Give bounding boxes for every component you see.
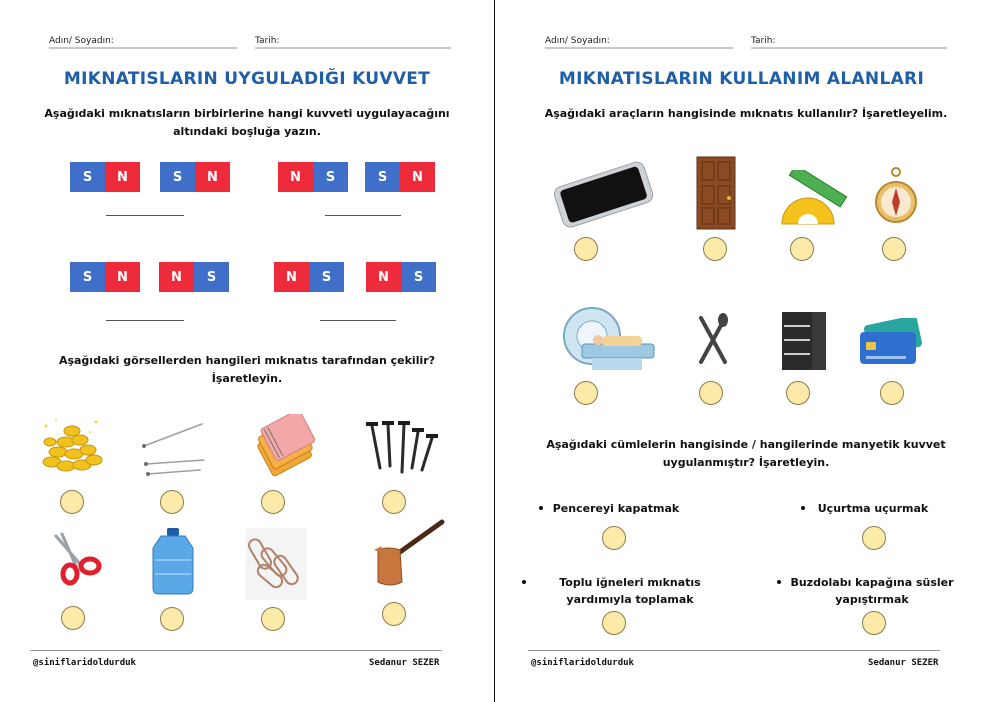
magnet — [160, 162, 230, 192]
magnet — [70, 262, 140, 292]
coffee-pot-icon — [370, 516, 450, 592]
ruler-protractor-icon — [778, 170, 850, 230]
magnet-pole: N — [274, 262, 309, 292]
magnet-pole: S — [194, 262, 229, 292]
answer-circle[interactable] — [574, 381, 598, 405]
worksheet-right — [496, 0, 987, 702]
magnet — [159, 262, 229, 292]
compass-icon — [874, 166, 918, 228]
answer-line[interactable] — [325, 215, 401, 216]
answer-circle[interactable] — [574, 237, 598, 261]
magnet-pole: S — [401, 262, 436, 292]
magnet-pole: N — [366, 262, 401, 292]
magnet-pole: S — [309, 262, 344, 292]
fork-spoon-icon — [693, 312, 733, 366]
answer-circle[interactable] — [786, 381, 810, 405]
magnet — [366, 262, 436, 292]
date-field[interactable] — [255, 47, 451, 49]
mri-scanner-icon — [552, 306, 656, 376]
magnet-pole: N — [278, 162, 313, 192]
answer-line[interactable] — [106, 320, 184, 321]
door-icon — [696, 156, 736, 230]
name-field[interactable] — [49, 47, 237, 49]
magnet — [274, 262, 344, 292]
paper-clips-icon — [246, 528, 306, 600]
bullet-point — [522, 580, 526, 584]
magnet-pole: N — [159, 262, 194, 292]
answer-circle[interactable] — [382, 490, 406, 514]
name-field[interactable] — [545, 47, 733, 49]
smartphone-icon — [546, 158, 658, 228]
answer-circle[interactable] — [160, 490, 184, 514]
instruction-text: Aşağıdaki cümlelerin hangisinde / hangilerinde manyetik kuvvet uygulanmıştır? İşaretleyin. — [546, 438, 946, 469]
page-title: MIKNATISLARIN UYGULADIĞI KUVVET — [63, 69, 431, 89]
water-bottle-icon — [147, 526, 199, 596]
coins-icon — [38, 412, 104, 476]
magnet-pole: N — [400, 162, 435, 192]
answer-circle[interactable] — [862, 526, 886, 550]
answer-circle[interactable] — [602, 611, 626, 635]
magnet-pole: S — [365, 162, 400, 192]
date-label: Tarih: — [255, 36, 280, 46]
magnet-pole: N — [105, 262, 140, 292]
answer-line[interactable] — [320, 320, 396, 321]
bullet-point — [801, 506, 805, 510]
magnet-pole: N — [105, 162, 140, 192]
answer-circle[interactable] — [602, 526, 626, 550]
magnet-pole: S — [70, 262, 105, 292]
magnet-pole: N — [195, 162, 230, 192]
name-label: Adın/ Soyadın: — [545, 36, 610, 46]
magnet-pole: S — [313, 162, 348, 192]
answer-circle[interactable] — [862, 611, 886, 635]
magnet-pole: S — [70, 162, 105, 192]
name-label: Adın/ Soyadın: — [49, 36, 114, 46]
footer-divider — [30, 650, 442, 651]
footer-divider — [528, 650, 940, 651]
credit-cards-icon — [856, 318, 922, 366]
sentence-text: Pencereyi kapatmak — [552, 502, 680, 515]
answer-circle[interactable] — [703, 237, 727, 261]
page-title: MIKNATISLARIN KULLANIM ALANLARI — [558, 69, 925, 89]
footer-handle: @siniflaridoldurduk — [531, 658, 634, 668]
magnet — [278, 162, 348, 192]
answer-circle[interactable] — [382, 602, 406, 626]
date-field[interactable] — [751, 47, 947, 49]
sentence-text: Buzdolabı kapağına süsler yapıştırmak — [790, 576, 954, 606]
scissors-icon — [48, 532, 104, 588]
magnet-pole: S — [160, 162, 195, 192]
answer-circle[interactable] — [60, 490, 84, 514]
answer-circle[interactable] — [790, 237, 814, 261]
bullet-point — [539, 506, 543, 510]
bullet-point — [777, 580, 781, 584]
date-label: Tarih: — [751, 36, 776, 46]
answer-circle[interactable] — [261, 607, 285, 631]
footer-author: Sedanur SEZER — [369, 658, 440, 668]
answer-circle[interactable] — [61, 606, 85, 630]
sentence-text: Toplu iğneleri mıknatıs yardımıyla toplamak — [559, 576, 701, 606]
answer-line[interactable] — [106, 215, 184, 216]
refrigerator-icon — [780, 310, 828, 372]
answer-circle[interactable] — [261, 490, 285, 514]
answer-circle[interactable] — [160, 607, 184, 631]
notebooks-icon — [247, 414, 323, 480]
instruction-text: Aşağıdaki görsellerden hangileri mıknatıs tarafından çekilir? İşaretleyin. — [58, 354, 436, 385]
answer-circle[interactable] — [699, 381, 723, 405]
footer-author: Sedanur SEZER — [868, 658, 939, 668]
pins-icon — [140, 418, 208, 478]
answer-circle[interactable] — [882, 237, 906, 261]
footer-handle: @siniflaridoldurduk — [33, 658, 136, 668]
sentence-text: Uçurtma uçurmak — [817, 502, 929, 515]
answer-circle[interactable] — [880, 381, 904, 405]
instruction-text: Aşağıdaki araçların hangisinde mıknatıs kullanılır? İşaretleyelim. — [544, 107, 948, 120]
instruction-text: Aşağıdaki mıknatısların birbirlerine hangi kuvveti uygulayacağını altındaki boşluğa yazın. — [44, 107, 450, 138]
magnet — [365, 162, 435, 192]
magnet — [70, 162, 140, 192]
nails-icon — [360, 418, 444, 476]
